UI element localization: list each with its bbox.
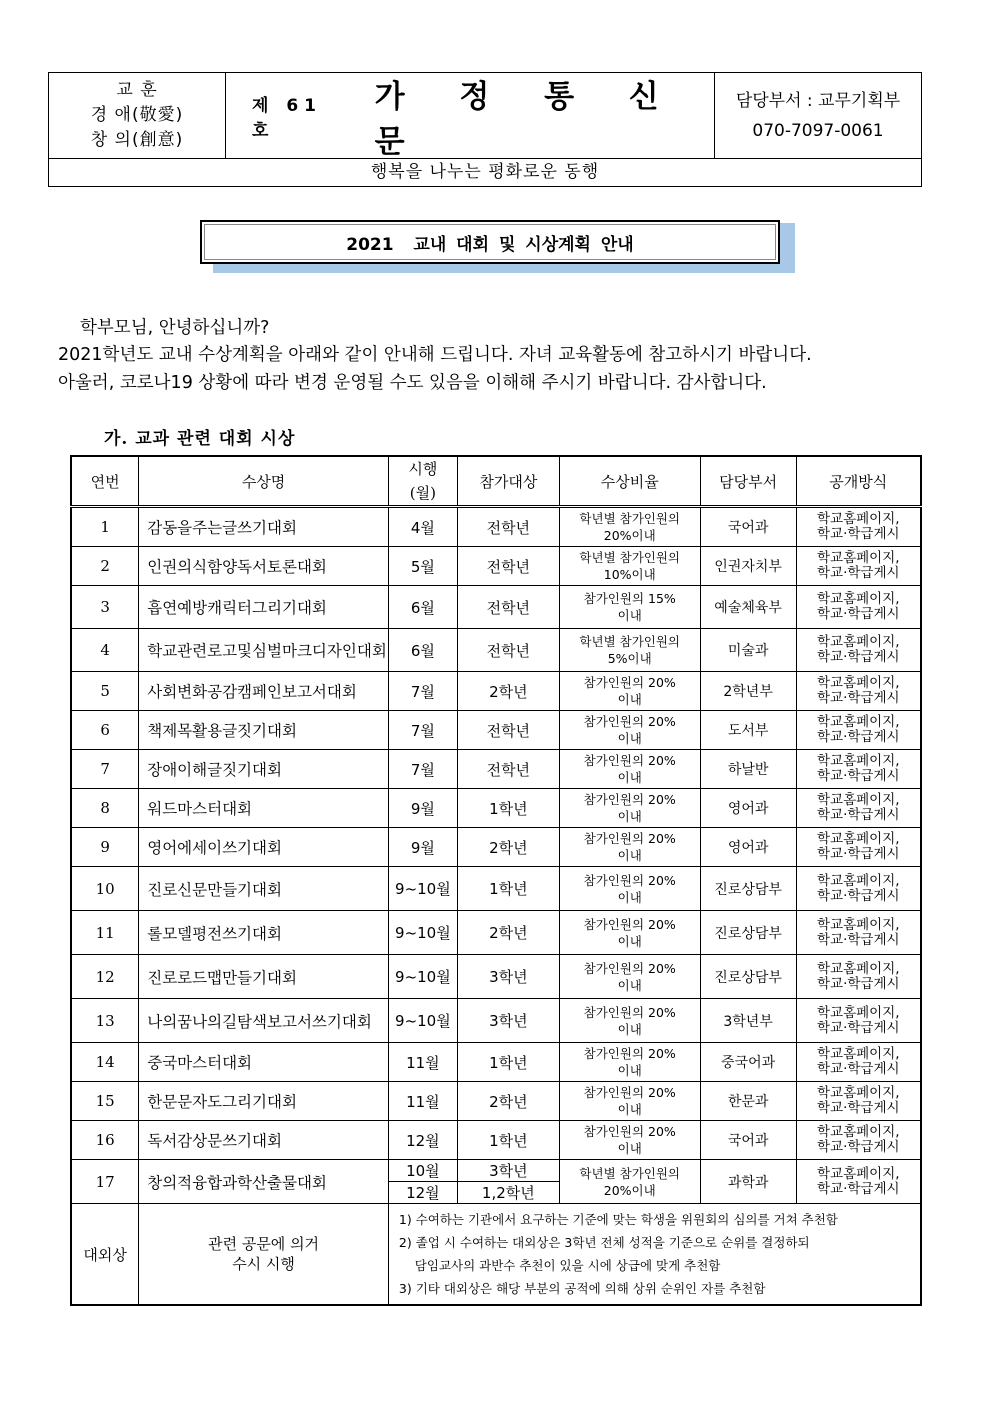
publish-line: 학교홈페이지, [817, 550, 900, 566]
award-publish [796, 828, 921, 867]
external-awards-row [71, 1204, 921, 1306]
col-header-dept: 담당부서 [700, 456, 796, 507]
award-target: 1학년 [457, 867, 559, 911]
publish-line: 학교·학급게시 [817, 526, 900, 542]
award-ratio-line: 이내 [617, 770, 642, 785]
award-target: 1학년 [457, 1043, 559, 1082]
award-month: 12월 [388, 1121, 457, 1160]
department-info [715, 73, 921, 158]
publish-line: 학교홈페이지, [817, 634, 900, 650]
publish-line: 학교·학급게시 [817, 606, 900, 622]
motto-line: 경 애(敬愛) [90, 105, 184, 125]
table-body [71, 507, 921, 1306]
award-month: 5월 [388, 547, 457, 586]
publish-line: 학교홈페이지, [817, 511, 900, 527]
row-number: 13 [71, 999, 139, 1043]
award-name: 한문문자도그리기대회 [139, 1082, 389, 1121]
award-name: 워드마스터대회 [139, 789, 389, 828]
award-month: 7월 [388, 672, 457, 711]
award-ratio-line: 참가인원의 20% [583, 1085, 676, 1100]
award-publish [796, 750, 921, 789]
award-month: 9~10월 [388, 911, 457, 955]
award-name: 인권의식함양독서토론대회 [139, 547, 389, 586]
table-row [71, 1160, 921, 1182]
col-header-publish: 공개방식 [796, 456, 921, 507]
award-name: 사회변화공감캠페인보고서대회 [139, 672, 389, 711]
award-dept: 진로상담부 [700, 867, 796, 911]
school-motto [49, 73, 226, 158]
col-header-month-line: (월) [409, 484, 436, 502]
award-ratio-line: 이내 [617, 608, 642, 623]
publish-line: 학교·학급게시 [817, 1139, 900, 1155]
publish-line: 학교·학급게시 [817, 1019, 900, 1036]
subsection-title: 가. 교과 관련 대회 시상 [104, 429, 296, 449]
award-publish [796, 955, 921, 999]
publish-line: 학교홈페이지, [817, 872, 900, 889]
award-target: 전학년 [457, 750, 559, 789]
award-name: 책제목활용글짓기대회 [139, 711, 389, 750]
award-month: 9~10월 [388, 999, 457, 1043]
table-row [71, 547, 921, 586]
award-dept: 국어과 [700, 1121, 796, 1160]
award-ratio [559, 672, 700, 711]
award-dept: 2학년부 [700, 672, 796, 711]
publish-line: 학교·학급게시 [817, 729, 900, 745]
award-target: 전학년 [457, 629, 559, 672]
award-month: 9월 [388, 789, 457, 828]
award-name: 나의꿈나의길탐색보고서쓰기대회 [139, 999, 389, 1043]
external-description-line: 수시 시행 [232, 1255, 295, 1273]
publish-line: 학교·학급게시 [817, 1100, 900, 1116]
award-publish [796, 1160, 921, 1204]
award-ratio-line: 참가인원의 20% [583, 1046, 676, 1061]
award-dept: 인권자치부 [700, 547, 796, 586]
award-publish [796, 1121, 921, 1160]
row-number: 8 [71, 789, 139, 828]
award-ratio-line: 이내 [617, 1063, 642, 1078]
award-publish [796, 507, 921, 547]
award-ratio-line: 학년별 참가인원의 [579, 550, 680, 565]
award-month: 11월 [388, 1043, 457, 1082]
award-name: 영어에세이쓰기대회 [139, 828, 389, 867]
table-row [71, 867, 921, 911]
award-name: 진로로드맵만들기대회 [139, 955, 389, 999]
award-publish [796, 711, 921, 750]
table-row [71, 586, 921, 629]
award-ratio-line: 이내 [617, 1141, 642, 1156]
award-month: 9월 [388, 828, 457, 867]
note-line: 1) 수여하는 기관에서 요구하는 기준에 맞는 학생을 위원회의 심의를 거쳐 추천함 [398, 1212, 838, 1227]
award-target: 3학년 [457, 999, 559, 1043]
table-row [71, 828, 921, 867]
publish-line: 학교홈페이지, [817, 1004, 900, 1021]
award-ratio-line: 이내 [617, 1102, 642, 1117]
award-ratio-line: 20%이내 [603, 528, 656, 543]
table-row [71, 1121, 921, 1160]
row-number: 1 [71, 507, 139, 547]
award-ratio-line: 참가인원의 20% [583, 1124, 676, 1139]
col-header-no: 연번 [71, 456, 139, 507]
title-cell [226, 73, 715, 158]
publish-line: 학교홈페이지, [817, 1046, 900, 1062]
row-number: 5 [71, 672, 139, 711]
greeting: 학부모님, 안녕하십니까? [80, 318, 270, 338]
award-dept: 과학과 [700, 1160, 796, 1204]
note-line: 2) 졸업 시 수여하는 대외상은 3학년 전체 성적을 기준으로 순위를 결정하되 [398, 1235, 810, 1250]
newsletter-title: 가 정 통 신 문 [374, 78, 681, 160]
award-ratio-line: 참가인원의 20% [583, 1004, 676, 1020]
motto-line: 교 훈 [116, 80, 158, 100]
row-number: 3 [71, 586, 139, 629]
table-row [71, 911, 921, 955]
row-number: 9 [71, 828, 139, 867]
row-number: 10 [71, 867, 139, 911]
award-ratio-line: 이내 [617, 731, 642, 746]
col-header-target: 참가대상 [457, 456, 559, 507]
publish-line: 학교·학급게시 [817, 649, 900, 665]
publish-line: 학교·학급게시 [817, 1061, 900, 1077]
award-target: 전학년 [457, 547, 559, 586]
publish-line: 학교·학급게시 [817, 768, 900, 784]
row-number: 17 [71, 1160, 139, 1204]
award-ratio [559, 1160, 700, 1204]
award-ratio-line: 참가인원의 20% [583, 675, 676, 690]
award-month: 10월 [388, 1160, 457, 1182]
external-notes [388, 1204, 921, 1306]
header-top-row [49, 73, 921, 159]
section-title: 2021 교내 대회 및 시상계획 안내 [346, 234, 634, 255]
table-row [71, 999, 921, 1043]
publish-line: 학교홈페이지, [817, 714, 900, 730]
award-ratio [559, 789, 700, 828]
row-number: 16 [71, 1121, 139, 1160]
award-dept: 3학년부 [700, 999, 796, 1043]
award-ratio [559, 999, 700, 1043]
publish-line: 학교·학급게시 [817, 846, 900, 862]
publish-line: 학교홈페이지, [817, 960, 900, 977]
award-ratio-line: 10%이내 [603, 567, 656, 582]
row-number: 6 [71, 711, 139, 750]
issue-number: 제 61 호 [252, 95, 322, 141]
award-month: 11월 [388, 1082, 457, 1121]
award-publish [796, 629, 921, 672]
award-target: 3학년 [457, 955, 559, 999]
col-header-name: 수상명 [139, 456, 389, 507]
motto-line: 창 의(創意) [90, 130, 184, 150]
col-header-ratio: 수상비율 [559, 456, 700, 507]
external-description [139, 1204, 389, 1306]
award-publish [796, 867, 921, 911]
award-ratio [559, 1121, 700, 1160]
award-target: 전학년 [457, 507, 559, 547]
award-name: 진로신문만들기대회 [139, 867, 389, 911]
award-dept: 진로상담부 [700, 955, 796, 999]
publish-line: 학교홈페이지, [817, 831, 900, 847]
award-ratio-line: 이내 [617, 889, 642, 905]
award-dept: 영어과 [700, 828, 796, 867]
award-target: 전학년 [457, 586, 559, 629]
award-month: 7월 [388, 711, 457, 750]
intro-paragraph-line: 아울러, 코로나19 상황에 따라 변경 운영될 수도 있음을 이해해 주시기 바랍니다. 감사합니다. [58, 373, 767, 393]
award-dept: 국어과 [700, 507, 796, 547]
publish-line: 학교홈페이지, [817, 591, 900, 607]
award-month: 4월 [388, 507, 457, 547]
award-ratio [559, 911, 700, 955]
award-ratio-line: 참가인원의 20% [583, 872, 676, 888]
publish-line: 학교·학급게시 [817, 1180, 900, 1197]
award-target: 1,2학년 [457, 1182, 559, 1204]
award-publish [796, 1043, 921, 1082]
award-table [70, 455, 922, 1306]
award-ratio [559, 750, 700, 789]
award-target: 2학년 [457, 1082, 559, 1121]
table-row [71, 1043, 921, 1082]
award-ratio-line: 5%이내 [607, 651, 652, 666]
award-name: 중국마스터대회 [139, 1043, 389, 1082]
award-month: 6월 [388, 629, 457, 672]
award-dept: 영어과 [700, 789, 796, 828]
intro-paragraph-line: 2021학년도 교내 수상계획을 아래와 같이 안내해 드립니다. 자녀 교육활동에 참고하시기 바랍니다. [58, 345, 812, 365]
award-publish [796, 586, 921, 629]
row-number: 7 [71, 750, 139, 789]
award-dept: 도서부 [700, 711, 796, 750]
award-ratio [559, 1043, 700, 1082]
table-row [71, 1082, 921, 1121]
award-month: 6월 [388, 586, 457, 629]
award-ratio-line: 참가인원의 20% [583, 960, 676, 976]
row-number: 12 [71, 955, 139, 999]
award-publish [796, 789, 921, 828]
award-ratio [559, 867, 700, 911]
row-number: 14 [71, 1043, 139, 1082]
publish-line: 학교·학급게시 [817, 690, 900, 706]
table-row [71, 672, 921, 711]
award-ratio-line: 참가인원의 20% [583, 792, 676, 807]
row-number: 11 [71, 911, 139, 955]
award-ratio-line: 학년별 참가인원의 [579, 1165, 680, 1181]
newsletter-header [48, 72, 922, 187]
award-ratio [559, 629, 700, 672]
table-row [71, 629, 921, 672]
row-number: 4 [71, 629, 139, 672]
award-target: 1학년 [457, 1121, 559, 1160]
award-ratio-line: 이내 [617, 692, 642, 707]
award-publish [796, 1082, 921, 1121]
department-name: 담당부서 : 교무기획부 [735, 90, 901, 111]
publish-line: 학교홈페이지, [817, 753, 900, 769]
publish-line: 학교·학급게시 [817, 975, 900, 992]
award-ratio [559, 547, 700, 586]
publish-line: 학교홈페이지, [817, 1124, 900, 1140]
award-name: 학교관련로고및심벌마크디자인대회 [139, 629, 389, 672]
award-name: 장애이해글짓기대회 [139, 750, 389, 789]
award-ratio-line: 학년별 참가인원의 [579, 634, 680, 649]
award-ratio-line: 참가인원의 15% [583, 591, 676, 606]
publish-line: 학교·학급게시 [817, 807, 900, 823]
publish-line: 학교홈페이지, [817, 675, 900, 691]
note-line: 3) 기타 대외상은 해당 부분의 공적에 의해 상위 순위인 자를 추천함 [398, 1281, 766, 1296]
department-phone: 070-7097-0061 [752, 120, 884, 141]
award-publish [796, 911, 921, 955]
publish-line: 학교홈페이지, [817, 1165, 900, 1182]
note-line: 담임교사의 과반수 추천이 있을 시에 상급에 맞게 추천함 [398, 1258, 721, 1273]
award-publish [796, 672, 921, 711]
award-ratio [559, 507, 700, 547]
award-name: 창의적융합과학산출물대회 [139, 1160, 389, 1204]
award-ratio-line: 이내 [617, 848, 642, 863]
table-header-row [71, 456, 921, 507]
award-ratio [559, 711, 700, 750]
publish-line: 학교·학급게시 [817, 931, 900, 948]
col-header-month-line: 시행 [408, 460, 438, 478]
award-ratio-line: 이내 [617, 809, 642, 824]
award-name: 흡연예방캐릭터그리기대회 [139, 586, 389, 629]
publish-line: 학교·학급게시 [817, 565, 900, 581]
award-target: 2학년 [457, 911, 559, 955]
external-label: 대외상 [71, 1204, 139, 1306]
award-ratio-line: 참가인원의 20% [583, 714, 676, 729]
award-ratio [559, 955, 700, 999]
award-ratio-line: 이내 [617, 933, 642, 949]
award-ratio [559, 586, 700, 629]
award-dept: 한문과 [700, 1082, 796, 1121]
table-row [71, 750, 921, 789]
award-ratio-line: 학년별 참가인원의 [579, 511, 680, 526]
award-target: 3학년 [457, 1160, 559, 1182]
award-name: 독서감상문쓰기대회 [139, 1121, 389, 1160]
award-month: 12월 [388, 1182, 457, 1204]
section-title-box [200, 220, 780, 264]
award-ratio-line: 이내 [617, 977, 642, 993]
award-ratio [559, 828, 700, 867]
publish-line: 학교홈페이지, [817, 792, 900, 808]
award-dept: 하날반 [700, 750, 796, 789]
award-ratio-line: 20%이내 [603, 1182, 656, 1198]
award-dept: 진로상담부 [700, 911, 796, 955]
award-target: 1학년 [457, 789, 559, 828]
award-target: 전학년 [457, 711, 559, 750]
row-number: 15 [71, 1082, 139, 1121]
award-publish [796, 547, 921, 586]
col-header-month [388, 456, 457, 507]
award-month: 9~10월 [388, 867, 457, 911]
award-name: 감동을주는글쓰기대회 [139, 507, 389, 547]
school-slogan: 행복을 나누는 평화로운 동행 [370, 162, 600, 182]
table-row [71, 711, 921, 750]
award-target: 2학년 [457, 672, 559, 711]
award-month: 9~10월 [388, 955, 457, 999]
award-ratio-line: 참가인원의 20% [583, 916, 676, 932]
award-name: 롤모델평전쓰기대회 [139, 911, 389, 955]
external-description-line: 관련 공문에 의거 [208, 1235, 320, 1253]
award-ratio-line: 참가인원의 20% [583, 831, 676, 846]
award-ratio-line: 참가인원의 20% [583, 753, 676, 768]
publish-line: 학교홈페이지, [817, 916, 900, 933]
table-row [71, 955, 921, 999]
award-dept: 예술체육부 [700, 586, 796, 629]
award-ratio [559, 1082, 700, 1121]
publish-line: 학교홈페이지, [817, 1085, 900, 1101]
table-row [71, 507, 921, 547]
award-month: 7월 [388, 750, 457, 789]
award-publish [796, 999, 921, 1043]
table-row [71, 789, 921, 828]
award-ratio-line: 이내 [617, 1021, 642, 1037]
award-dept: 중국어과 [700, 1043, 796, 1082]
award-target: 2학년 [457, 828, 559, 867]
publish-line: 학교·학급게시 [817, 887, 900, 904]
row-number: 2 [71, 547, 139, 586]
award-dept: 미술과 [700, 629, 796, 672]
